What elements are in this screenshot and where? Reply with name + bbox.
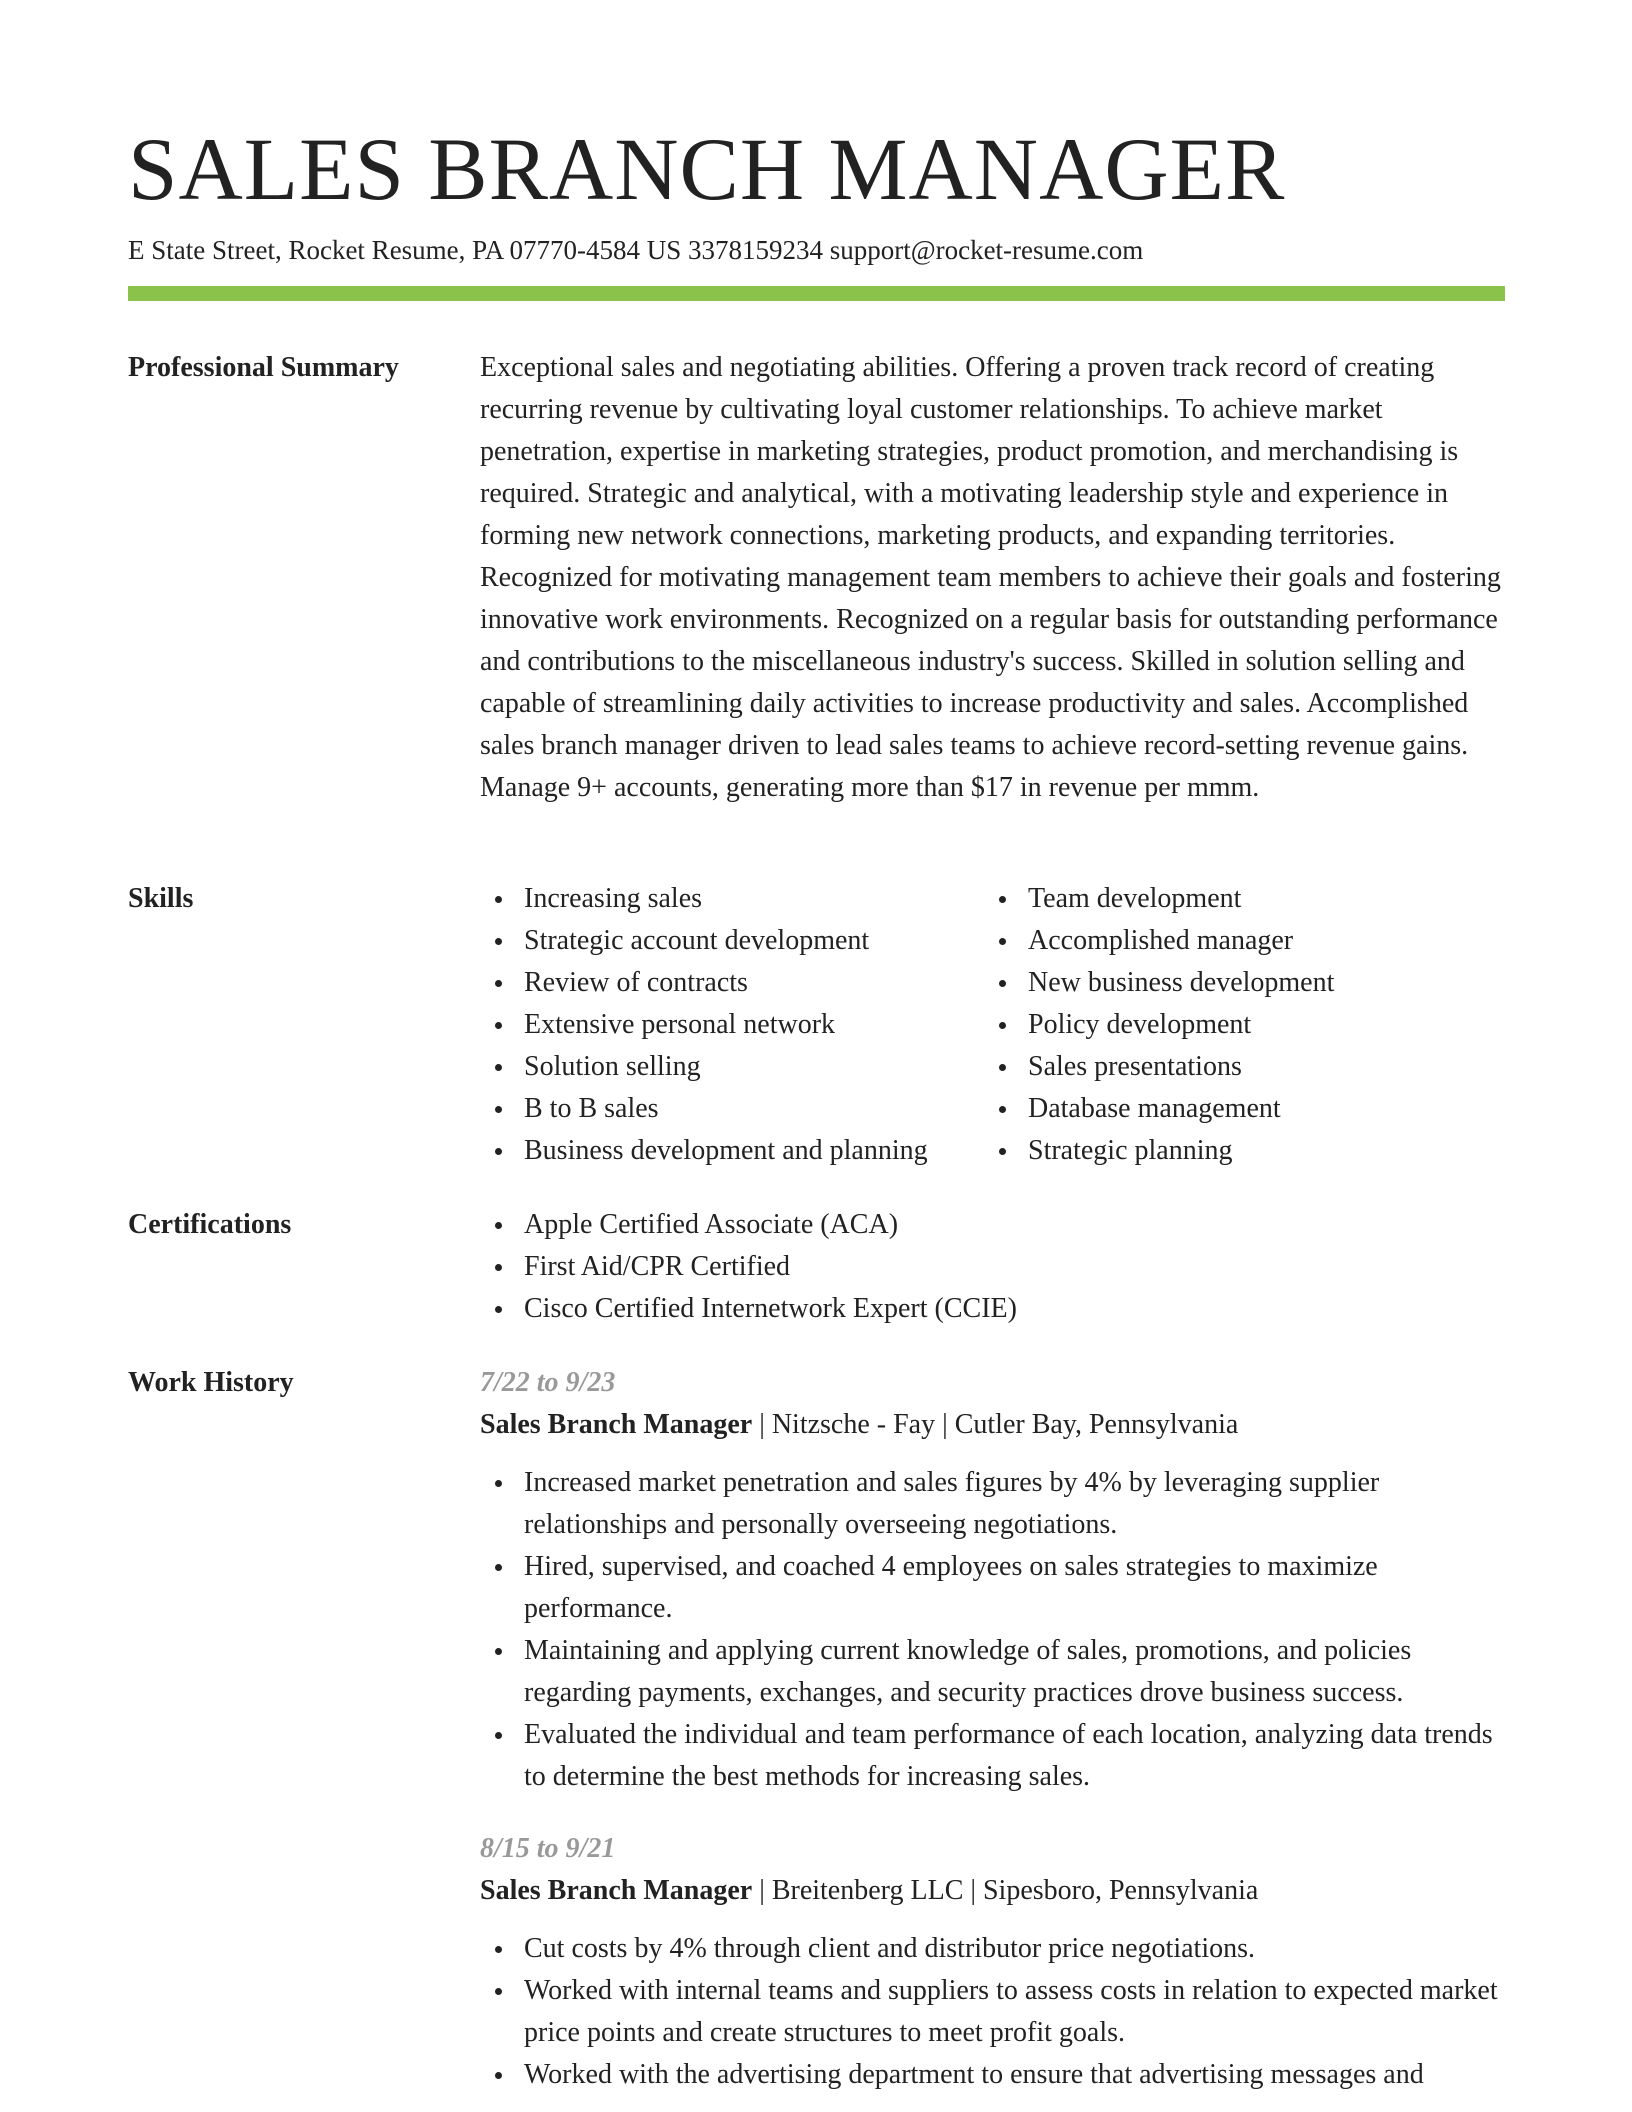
job-bullet: Increased market penetration and sales figures by 4% by leveraging supplier relationships and personally overseeing negotiations. — [480, 1462, 1505, 1546]
job-entry — [480, 1828, 1505, 2096]
skill-item: Solution selling — [480, 1046, 984, 1088]
skill-item: Extensive personal network — [480, 1004, 984, 1046]
certification-item: Cisco Certified Internetwork Expert (CCIE) — [480, 1288, 1505, 1330]
certifications-label: Certifications — [128, 1209, 292, 1240]
job-employer-location: | Breitenberg LLC | Sipesboro, Pennsylvania — [752, 1875, 1259, 1906]
skills-list-left — [480, 878, 984, 1172]
job-bullet: Worked with the advertising department to ensure that advertising messages and — [480, 2054, 1505, 2096]
skill-item: Accomplished manager — [984, 920, 1488, 962]
skill-item: Business development and planning — [480, 1130, 984, 1172]
job-bullet: Evaluated the individual and team performance of each location, analyzing data trends to determine the best methods for increasing sales. — [480, 1714, 1505, 1798]
work-history-label: Work History — [128, 1367, 294, 1398]
job-dates: 8/15 to 9/21 — [480, 1833, 616, 1864]
job-employer-location: | Nitzsche - Fay | Cutler Bay, Pennsylvania — [752, 1409, 1239, 1440]
summary-text: Exceptional sales and negotiating abilities. Offering a proven track record of creating recurring revenue by cultivating loyal customer relationships. To achieve market penetration, expertise in marketing strategies, product promotion, and merchandising is required. Strategic and analytical, with a motivating leadership style and experience in forming new network connections, marketing products, and expanding territories. Recognized for motivating management team members to achieve their goals and fostering innovative work environments. Recognized on a regular basis for outstanding performance and contributions to the miscellaneous industry's success. Skilled in solution selling and capable of streamlining daily activities to increase productivity and sales. Accomplished sales branch manager driven to lead sales teams to achieve record-setting revenue gains. Manage 9+ accounts, generating more than $17 in revenue per mmm. — [480, 352, 1501, 803]
job-entry — [480, 1362, 1505, 1798]
skills-label: Skills — [128, 883, 194, 914]
skill-item: Review of contracts — [480, 962, 984, 1004]
header-accent-rule — [128, 286, 1505, 301]
skill-item: Increasing sales — [480, 878, 984, 920]
job-heading — [480, 1404, 1505, 1446]
job-dates: 7/22 to 9/23 — [480, 1367, 616, 1398]
job-title: Sales Branch Manager — [480, 1409, 753, 1440]
job-bullet: Worked with internal teams and suppliers to assess costs in relation to expected market price points and create structures to meet profit goals. — [480, 1970, 1505, 2054]
skill-item: Policy development — [984, 1004, 1488, 1046]
skill-item: New business development — [984, 962, 1488, 1004]
certification-item: Apple Certified Associate (ACA) — [480, 1204, 1505, 1246]
skill-item: Database management — [984, 1088, 1488, 1130]
job-bullet: Hired, supervised, and coached 4 employees on sales strategies to maximize performance. — [480, 1546, 1505, 1630]
skill-item: Strategic account development — [480, 920, 984, 962]
job-title: Sales Branch Manager — [480, 1875, 753, 1906]
summary-label: Professional Summary — [128, 352, 399, 383]
certification-item: First Aid/CPR Certified — [480, 1246, 1505, 1288]
certifications-list — [480, 1204, 1505, 1330]
skill-item: Team development — [984, 878, 1488, 920]
skill-item: B to B sales — [480, 1088, 984, 1130]
contact-line: E State Street, Rocket Resume, PA 07770-4584 US 3378159234 support@rocket-resume.com — [128, 235, 1144, 265]
skills-list-right — [984, 878, 1488, 1172]
job-bullets — [480, 1928, 1505, 2096]
resume-name: SALES BRANCH MANAGER — [128, 121, 1286, 219]
job-heading — [480, 1870, 1505, 1912]
job-bullet: Maintaining and applying current knowledge of sales, promotions, and policies regarding payments, exchanges, and security practices drove business success. — [480, 1630, 1505, 1714]
skill-item: Strategic planning — [984, 1130, 1488, 1172]
job-bullets — [480, 1462, 1505, 1798]
job-bullet: Cut costs by 4% through client and distributor price negotiations. — [480, 1928, 1505, 1970]
skill-item: Sales presentations — [984, 1046, 1488, 1088]
